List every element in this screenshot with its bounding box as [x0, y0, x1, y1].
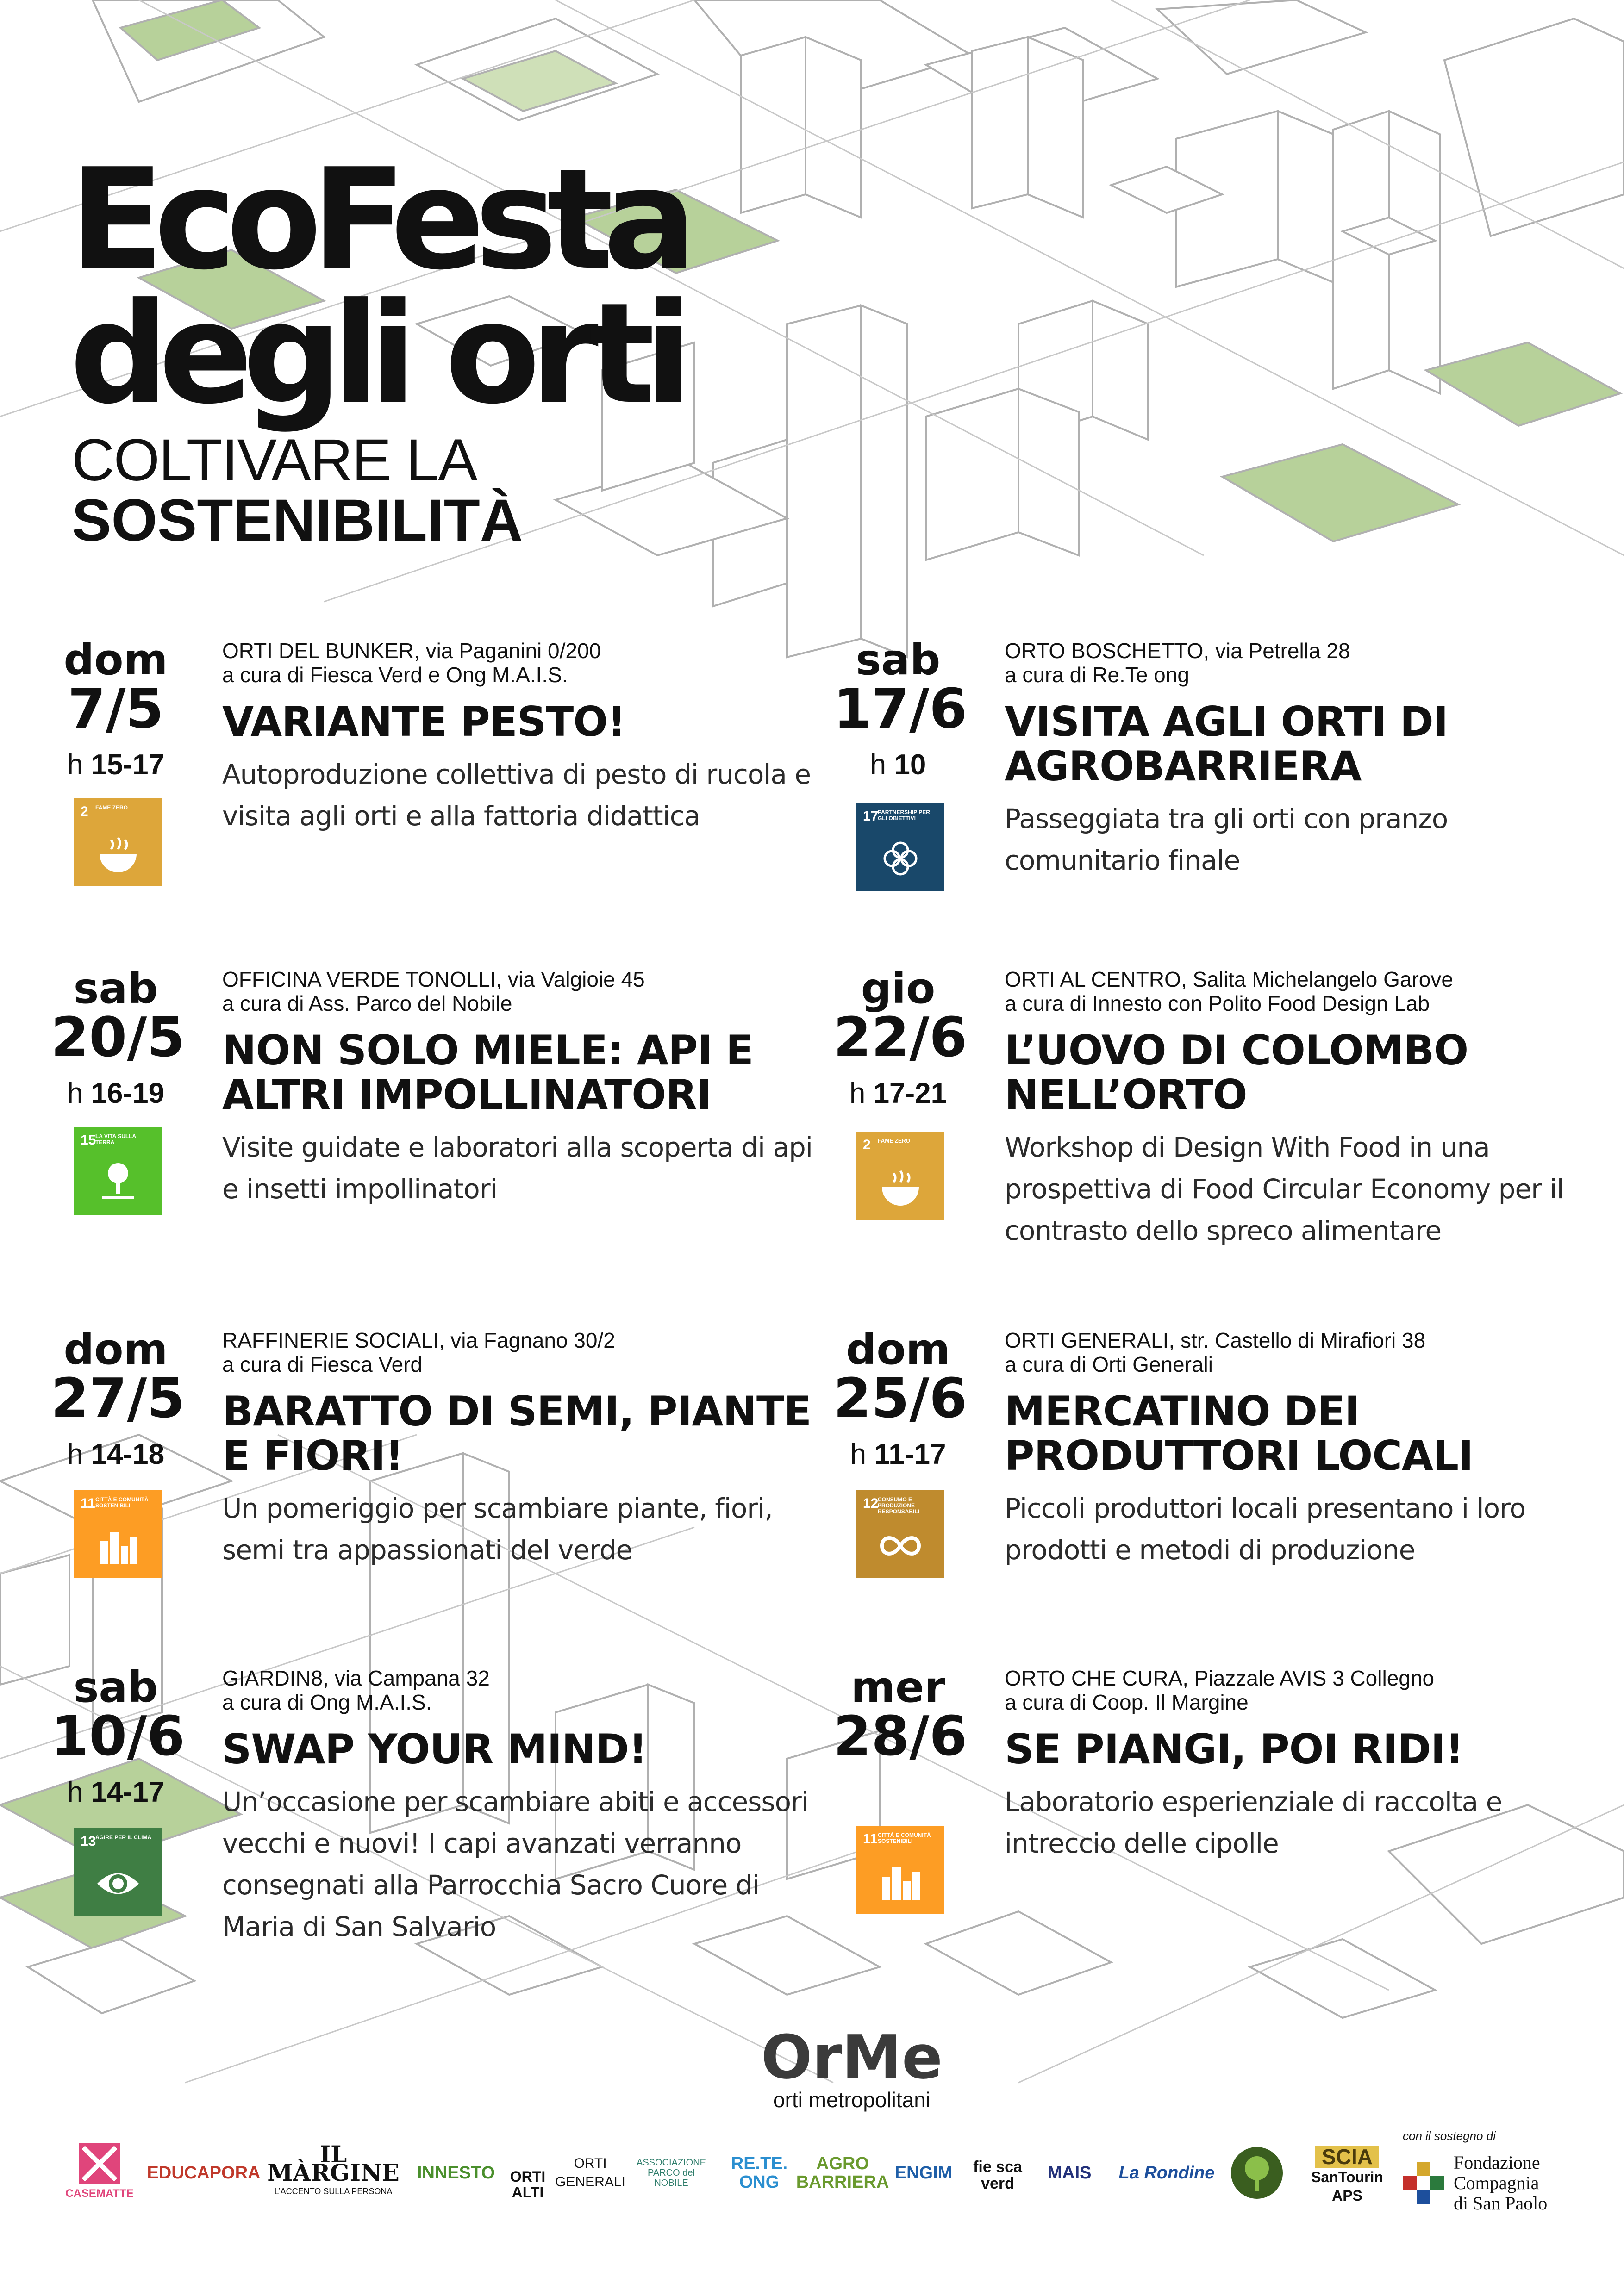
event-hours: h 15-17	[67, 749, 165, 781]
sdg-badge: 15 LA VITA SULLA TERRA	[74, 1127, 162, 1215]
event-hours: h 11-17	[850, 1438, 946, 1470]
partner-logo: MAIS	[1047, 2163, 1092, 2183]
event-date: 22/6	[833, 1005, 968, 1069]
event-hours: h 14-18	[67, 1438, 165, 1470]
partner-logo: La Rondine	[1118, 2163, 1215, 2183]
event-curator: a cura di Orti Generali	[1005, 1352, 1213, 1376]
event-title: VARIANTE PESTO!	[222, 698, 626, 746]
event-description: Un’occasione per scambiare abiti e accessori vecchi e nuovi! I capi avanzati verranno consegnati alla Parrocchia Sacro Cuore di Maria di San Salvario	[222, 1786, 809, 1942]
event-day: gio	[861, 964, 936, 1013]
orme-logo	[755, 2022, 949, 2112]
event-description: Autoproduzione collettiva di pesto di rucola e visita agli orti e alla fattoria didattica	[222, 759, 811, 832]
event-hours: h 14-17	[67, 1776, 165, 1808]
event-curator: a cura di Fiesca Verd e Ong M.A.I.S.	[222, 663, 568, 687]
title-line-2: degli orti	[69, 273, 682, 435]
event-day: sab	[73, 1662, 158, 1712]
partner-logo: EDUCAPORA	[147, 2163, 261, 2183]
event-info	[222, 1328, 815, 1571]
event-place: RAFFINERIE SOCIALI, via Fagnano 30/2	[222, 1328, 615, 1352]
event-description: Workshop di Design With Food in una prospettiva di Food Circular Economy per il contrasto dello spreco alimentare	[1005, 1132, 1564, 1246]
event-date: 10/6	[51, 1704, 185, 1768]
event-date-column	[51, 1662, 185, 1809]
event-day: mer	[851, 1662, 945, 1712]
tree-icon	[95, 1159, 141, 1206]
event-description: Piccoli produttori locali presentano i loro prodotti e metodi di produzione	[1005, 1493, 1526, 1566]
event-date-column	[51, 635, 181, 781]
event-title: BARATTO DI SEMI, PIANTE E FIORI!	[222, 1388, 812, 1480]
event-title: MERCATINO DEI PRODUTTORI LOCALI	[1005, 1388, 1473, 1480]
event-info	[222, 967, 815, 1210]
partner-logo: INNESTO	[417, 2163, 495, 2183]
partner-logo: AGRO BARRIERA	[796, 2154, 889, 2192]
event-hours: h 16-19	[67, 1077, 165, 1109]
tree-circle-icon	[1229, 2145, 1285, 2201]
fondazione-logo-icon	[1403, 2162, 1444, 2204]
event-place: OFFICINA VERDE TONOLLI, via Valgioie 45	[222, 967, 645, 991]
sdg-badge: 12 CONSUMO E PRODUZIONE RESPONSABILI	[856, 1490, 944, 1578]
event-day: sab	[73, 964, 158, 1013]
partner-logo: IL MÀRGINE L’ACCENTO SULLA PERSONA	[267, 2140, 400, 2196]
event-place: ORTO CHE CURA, Piazzale AVIS 3 Collegno	[1005, 1666, 1435, 1690]
partner-logo: ORTI ALTI	[510, 2168, 546, 2201]
event-info	[1005, 639, 1597, 881]
partner-logo: ENGIM	[894, 2163, 953, 2183]
partner-logo	[1227, 2138, 1287, 2208]
event-title: SWAP YOUR MIND!	[222, 1725, 647, 1773]
orme-logo-text: OrMe	[761, 2022, 943, 2092]
orme-subtitle: orti metropolitani	[773, 2088, 931, 2112]
support-label: con il sostegno di	[1403, 2129, 1496, 2143]
event-date-column	[51, 964, 185, 1110]
event-place: ORTO BOSCHETTO, via Petrella 28	[1005, 639, 1350, 663]
event-place: GIARDIN8, via Campana 32	[222, 1666, 490, 1690]
sdg-badge: 13 AGIRE PER IL CLIMA	[74, 1828, 162, 1916]
event-place: ORTI DEL BUNKER, via Paganini 0/200	[222, 639, 601, 663]
event-day: sab	[856, 635, 941, 684]
event-info	[1005, 1328, 1597, 1571]
event-day: dom	[63, 635, 168, 684]
event-hours: h 10	[870, 749, 926, 781]
partner-logo: SCIA SanTourin APS	[1311, 2145, 1383, 2204]
event-title: SE PIANGI, POI RIDI!	[1005, 1725, 1464, 1773]
sdg-badge: 11 CITTÀ E COMUNITÀ SOSTENIBILI	[74, 1490, 162, 1578]
event-day: dom	[63, 1325, 168, 1374]
event-info	[1005, 967, 1597, 1251]
event-date-column	[833, 964, 968, 1110]
flower-icon	[877, 835, 924, 882]
event-title: L’UOVO DI COLOMBO NELL’ORTO	[1005, 1027, 1468, 1119]
fondazione-name-line-2: Compagnia	[1454, 2172, 1539, 2193]
event-date: 17/6	[833, 677, 968, 740]
fondazione-name-line-3: di San Paolo	[1454, 2193, 1548, 2214]
event-date-column	[833, 1325, 968, 1471]
eye-globe-icon	[95, 1860, 141, 1907]
infinity-icon	[877, 1523, 924, 1569]
event-date-column	[51, 1325, 185, 1471]
event-day: dom	[846, 1325, 950, 1374]
sdg-badge: 11 CITTÀ E COMUNITÀ SOSTENIBILI	[856, 1826, 944, 1914]
event-info	[1005, 1666, 1597, 1864]
subtitle-line-1: COLTIVARE LA	[72, 427, 477, 493]
event-curator: a cura di Coop. Il Margine	[1005, 1690, 1249, 1714]
city-icon	[95, 1523, 141, 1569]
bowl-icon	[95, 831, 141, 877]
bowl-icon	[877, 1164, 924, 1210]
event-date-column	[833, 635, 968, 781]
event-info	[222, 1666, 815, 1948]
event-title: VISITA AGLI ORTI DI AGROBARRIERA	[1005, 698, 1448, 790]
partner-logo: fie sca verd	[973, 2158, 1022, 2192]
sdg-badge: 2 FAME ZERO	[74, 798, 162, 886]
partner-logo: RE.TE. ONG	[731, 2154, 788, 2192]
title-line-1: EcoFesta	[69, 139, 687, 300]
event-description: Visite guidate e laboratori alla scoperta di api e insetti impollinatori	[222, 1132, 812, 1205]
event-curator: a cura di Ong M.A.I.S.	[222, 1690, 432, 1714]
partner-logo: ORTI GENERALI	[555, 2156, 625, 2190]
event-curator: a cura di Innesto con Polito Food Design Lab	[1005, 991, 1430, 1015]
event-description: Laboratorio esperienziale di raccolta e intreccio delle cipolle	[1005, 1786, 1502, 1859]
support-block	[1403, 2129, 1579, 2214]
partner-logos	[65, 2138, 1407, 2231]
event-place: ORTI AL CENTRO, Salita Michelangelo Garove	[1005, 967, 1453, 991]
event-date: 25/6	[833, 1366, 968, 1430]
event-curator: a cura di Fiesca Verd	[222, 1352, 423, 1376]
sdg-badge: 17 PARTNERSHIP PER GLI OBIETTIVI	[856, 803, 944, 891]
event-description: Un pomeriggio per scambiare piante, fiori, semi tra appassionati del verde	[222, 1493, 773, 1566]
city-icon	[877, 1858, 924, 1904]
event-curator: a cura di Re.Te ong	[1005, 663, 1189, 687]
partner-logo: ASSOCIAZIONE PARCO del NOBILE	[636, 2158, 706, 2188]
casematte-icon	[79, 2143, 120, 2184]
event-curator: a cura di Ass. Parco del Nobile	[222, 991, 512, 1015]
event-date: 20/5	[51, 1005, 185, 1069]
poster-title	[69, 139, 687, 435]
sdg-badge: 2 FAME ZERO	[856, 1132, 944, 1220]
event-date: 7/5	[68, 677, 164, 740]
event-title: NON SOLO MIELE: API E ALTRI IMPOLLINATORI	[222, 1027, 753, 1119]
partner-logo: CASEMATTE	[65, 2138, 134, 2208]
event-date: 27/5	[51, 1366, 185, 1430]
subtitle-line-2: SOSTENIBILITÀ	[72, 487, 523, 554]
event-date-column	[833, 1662, 968, 1768]
event-place: ORTI GENERALI, str. Castello di Mirafiori 38	[1005, 1328, 1426, 1352]
event-info	[222, 639, 815, 837]
fondazione-name-line-1: Fondazione	[1454, 2152, 1540, 2173]
event-description: Passeggiata tra gli orti con pranzo comunitario finale	[1005, 803, 1448, 876]
event-date: 28/6	[833, 1704, 968, 1768]
event-hours: h 17-21	[849, 1077, 947, 1109]
